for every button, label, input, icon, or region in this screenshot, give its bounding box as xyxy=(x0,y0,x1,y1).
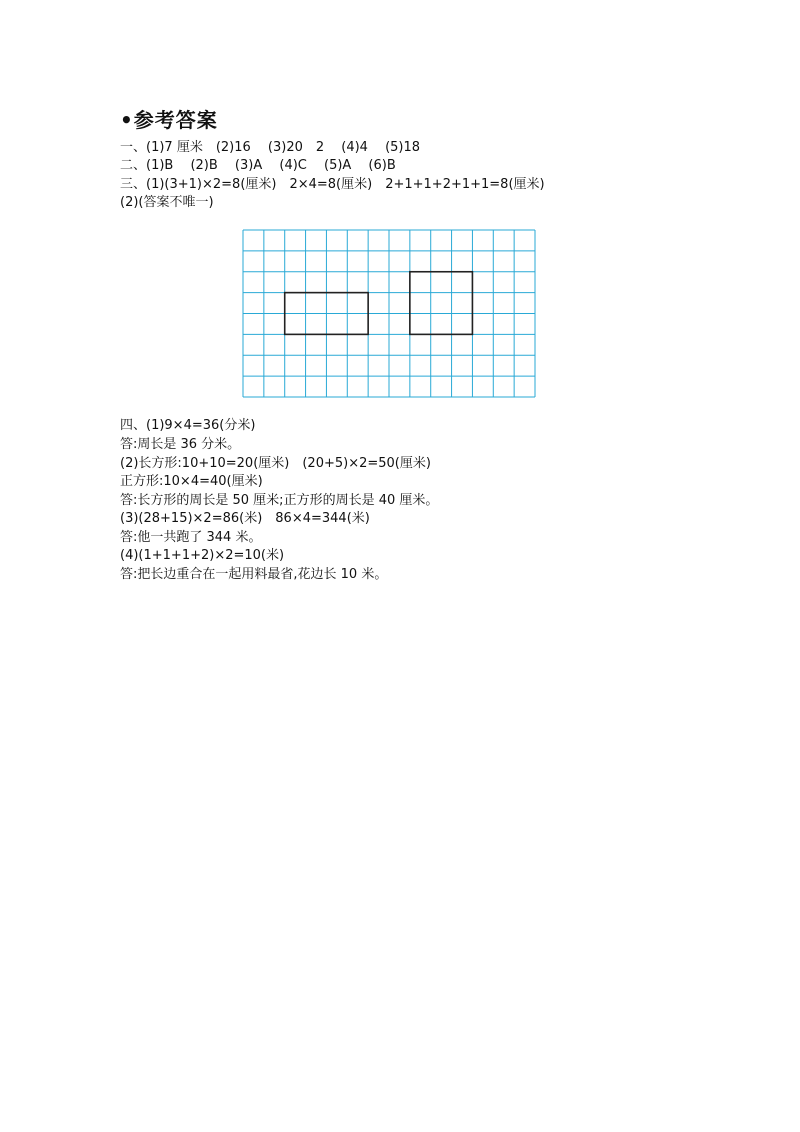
answer-4-4: (4)(1+1+1+2)×2=10(米) xyxy=(120,548,285,563)
answer-section-1: 一、(1)7 厘米 (2)16 (3)20 2 (4)4 (5)18 xyxy=(120,140,421,155)
answer-4-1-result: 答:周长是 36 分米。 xyxy=(120,437,241,452)
answer-4-3-result: 答:他一共跑了 344 米。 xyxy=(120,530,262,545)
answer-4-2-result: 答:长方形的周长是 50 厘米;正方形的周长是 40 厘米。 xyxy=(120,493,439,508)
square-shape xyxy=(410,272,473,335)
answer-4-1: 四、(1)9×4=36(分米) xyxy=(120,418,256,433)
page-title: •参考答案 xyxy=(120,108,218,132)
answer-section-3-part-2: (2)(答案不唯一) xyxy=(120,195,214,210)
answer-4-3: (3)(28+15)×2=86(米) 86×4=344(米) xyxy=(120,511,370,526)
grid-diagram xyxy=(242,229,536,398)
answer-4-4-result: 答:把长边重合在一起用料最省,花边长 10 米。 xyxy=(120,567,388,582)
answer-section-3-part-1: 三、(1)(3+1)×2=8(厘米) 2×4=8(厘米) 2+1+1+2+1+1=8(厘米) xyxy=(120,177,545,192)
grid-svg xyxy=(242,229,536,398)
answer-4-2-square: 正方形:10×4=40(厘米) xyxy=(120,474,263,489)
answer-section-2: 二、(1)B (2)B (3)A (4)C (5)A (6)B xyxy=(120,158,396,173)
answer-4-2-rectangle: (2)长方形:10+10=20(厘米) (20+5)×2=50(厘米) xyxy=(120,456,431,471)
